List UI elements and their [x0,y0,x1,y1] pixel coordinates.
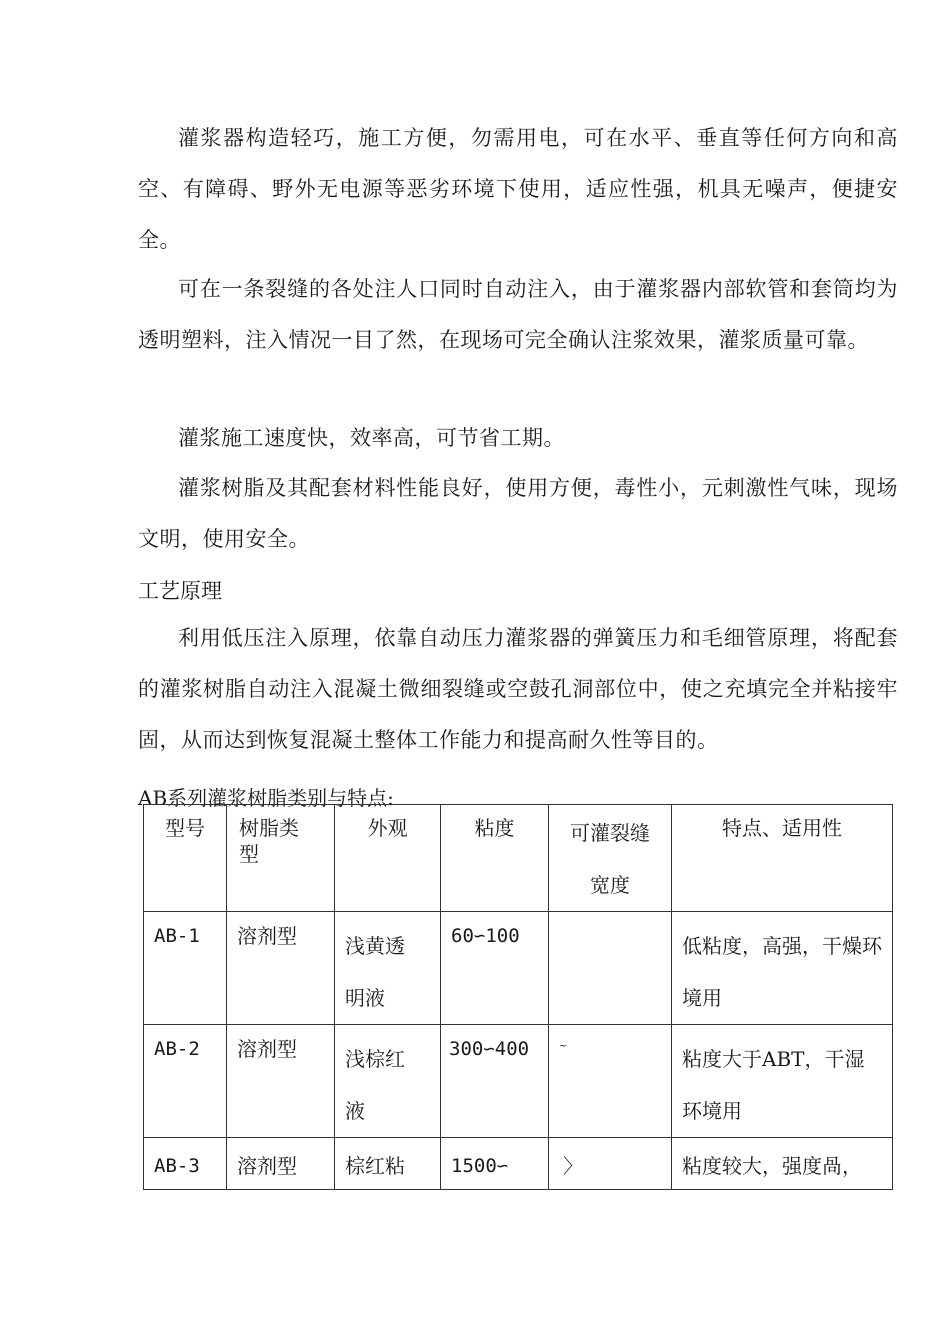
cell-appearance: 浅棕红液 [335,1025,441,1138]
cell-viscosity: 60∽100 [441,912,549,1025]
paragraph-principle: 利用低压注入原理，依靠自动压力灌浆器的弹簧压力和毛细管原理，将配套的灌浆树脂自动注入混凝土微细裂缝或空鼓孔洞部位中，使之充填完全并粘接牢固，从而达到恢复混凝土整体工作能力和提高耐久性等目的。 [138,626,898,752]
table-header-row [144,805,893,912]
table-row [144,912,893,1025]
cell-crack-width: 〉 [549,1138,672,1190]
cell-features: 粘度较大，强度咼， [672,1138,893,1190]
paragraph-grout-device: 灌浆器构造轻巧，施工方便，勿需用电，可在水平、垂直等任何方向和高空、有障碍、野外无电源等恶劣环境下使用，适应性强，机具无噪声，便捷安全。 [138,126,898,252]
paragraph-resin-properties: 灌浆树脂及其配套材料性能良好，使用方便，毒性小，元刺激性气味，现场文明，使用安全。 [138,476,898,551]
header-resin-type: 树脂类型 [227,805,335,912]
cell-features: 粘度大于ABT，干湿环境用 [672,1025,893,1138]
header-crack-width: 可灌裂缝宽度 [549,805,672,912]
cell-appearance: 浅黄透明液 [335,912,441,1025]
header-viscosity: 粘度 [441,805,549,912]
cell-resin-type: 溶剂型 [227,1138,335,1190]
cell-crack-width: ~ [549,1025,672,1138]
cell-viscosity: 300∽400 [441,1025,549,1138]
cell-model: AB-2 [144,1025,227,1138]
cell-resin-type: 溶剂型 [227,912,335,1025]
cell-features: 低粘度，高强，干燥环境用 [672,912,893,1025]
cell-viscosity: 1500∽ [441,1138,549,1190]
header-appearance: 外观 [335,805,441,912]
cell-model: AB-3 [144,1138,227,1190]
resin-table [143,804,893,1190]
section-heading-process-principle: 工艺原理 [138,579,222,603]
paragraph-speed: 灌浆施工速度快，效率高，可节省工期。 [178,426,565,450]
header-features: 特点、适用性 [672,805,893,912]
cell-appearance: 棕红粘 [335,1138,441,1190]
cell-resin-type: 溶剂型 [227,1025,335,1138]
header-model: 型号 [144,805,227,912]
cell-crack-width [549,912,672,1025]
table-row [144,1025,893,1138]
table-caption: AB系列灌浆树脂类别与特点: [138,786,394,810]
table-row [144,1138,893,1190]
paragraph-transparent-injection: 可在一条裂缝的各处注人口同时自动注入，由于灌浆器内部软管和套筒均为透明塑料，注入情况一目了然，在现场可完全确认注浆效果，灌浆质量可靠。 [138,277,898,352]
cell-model: AB-1 [144,912,227,1025]
